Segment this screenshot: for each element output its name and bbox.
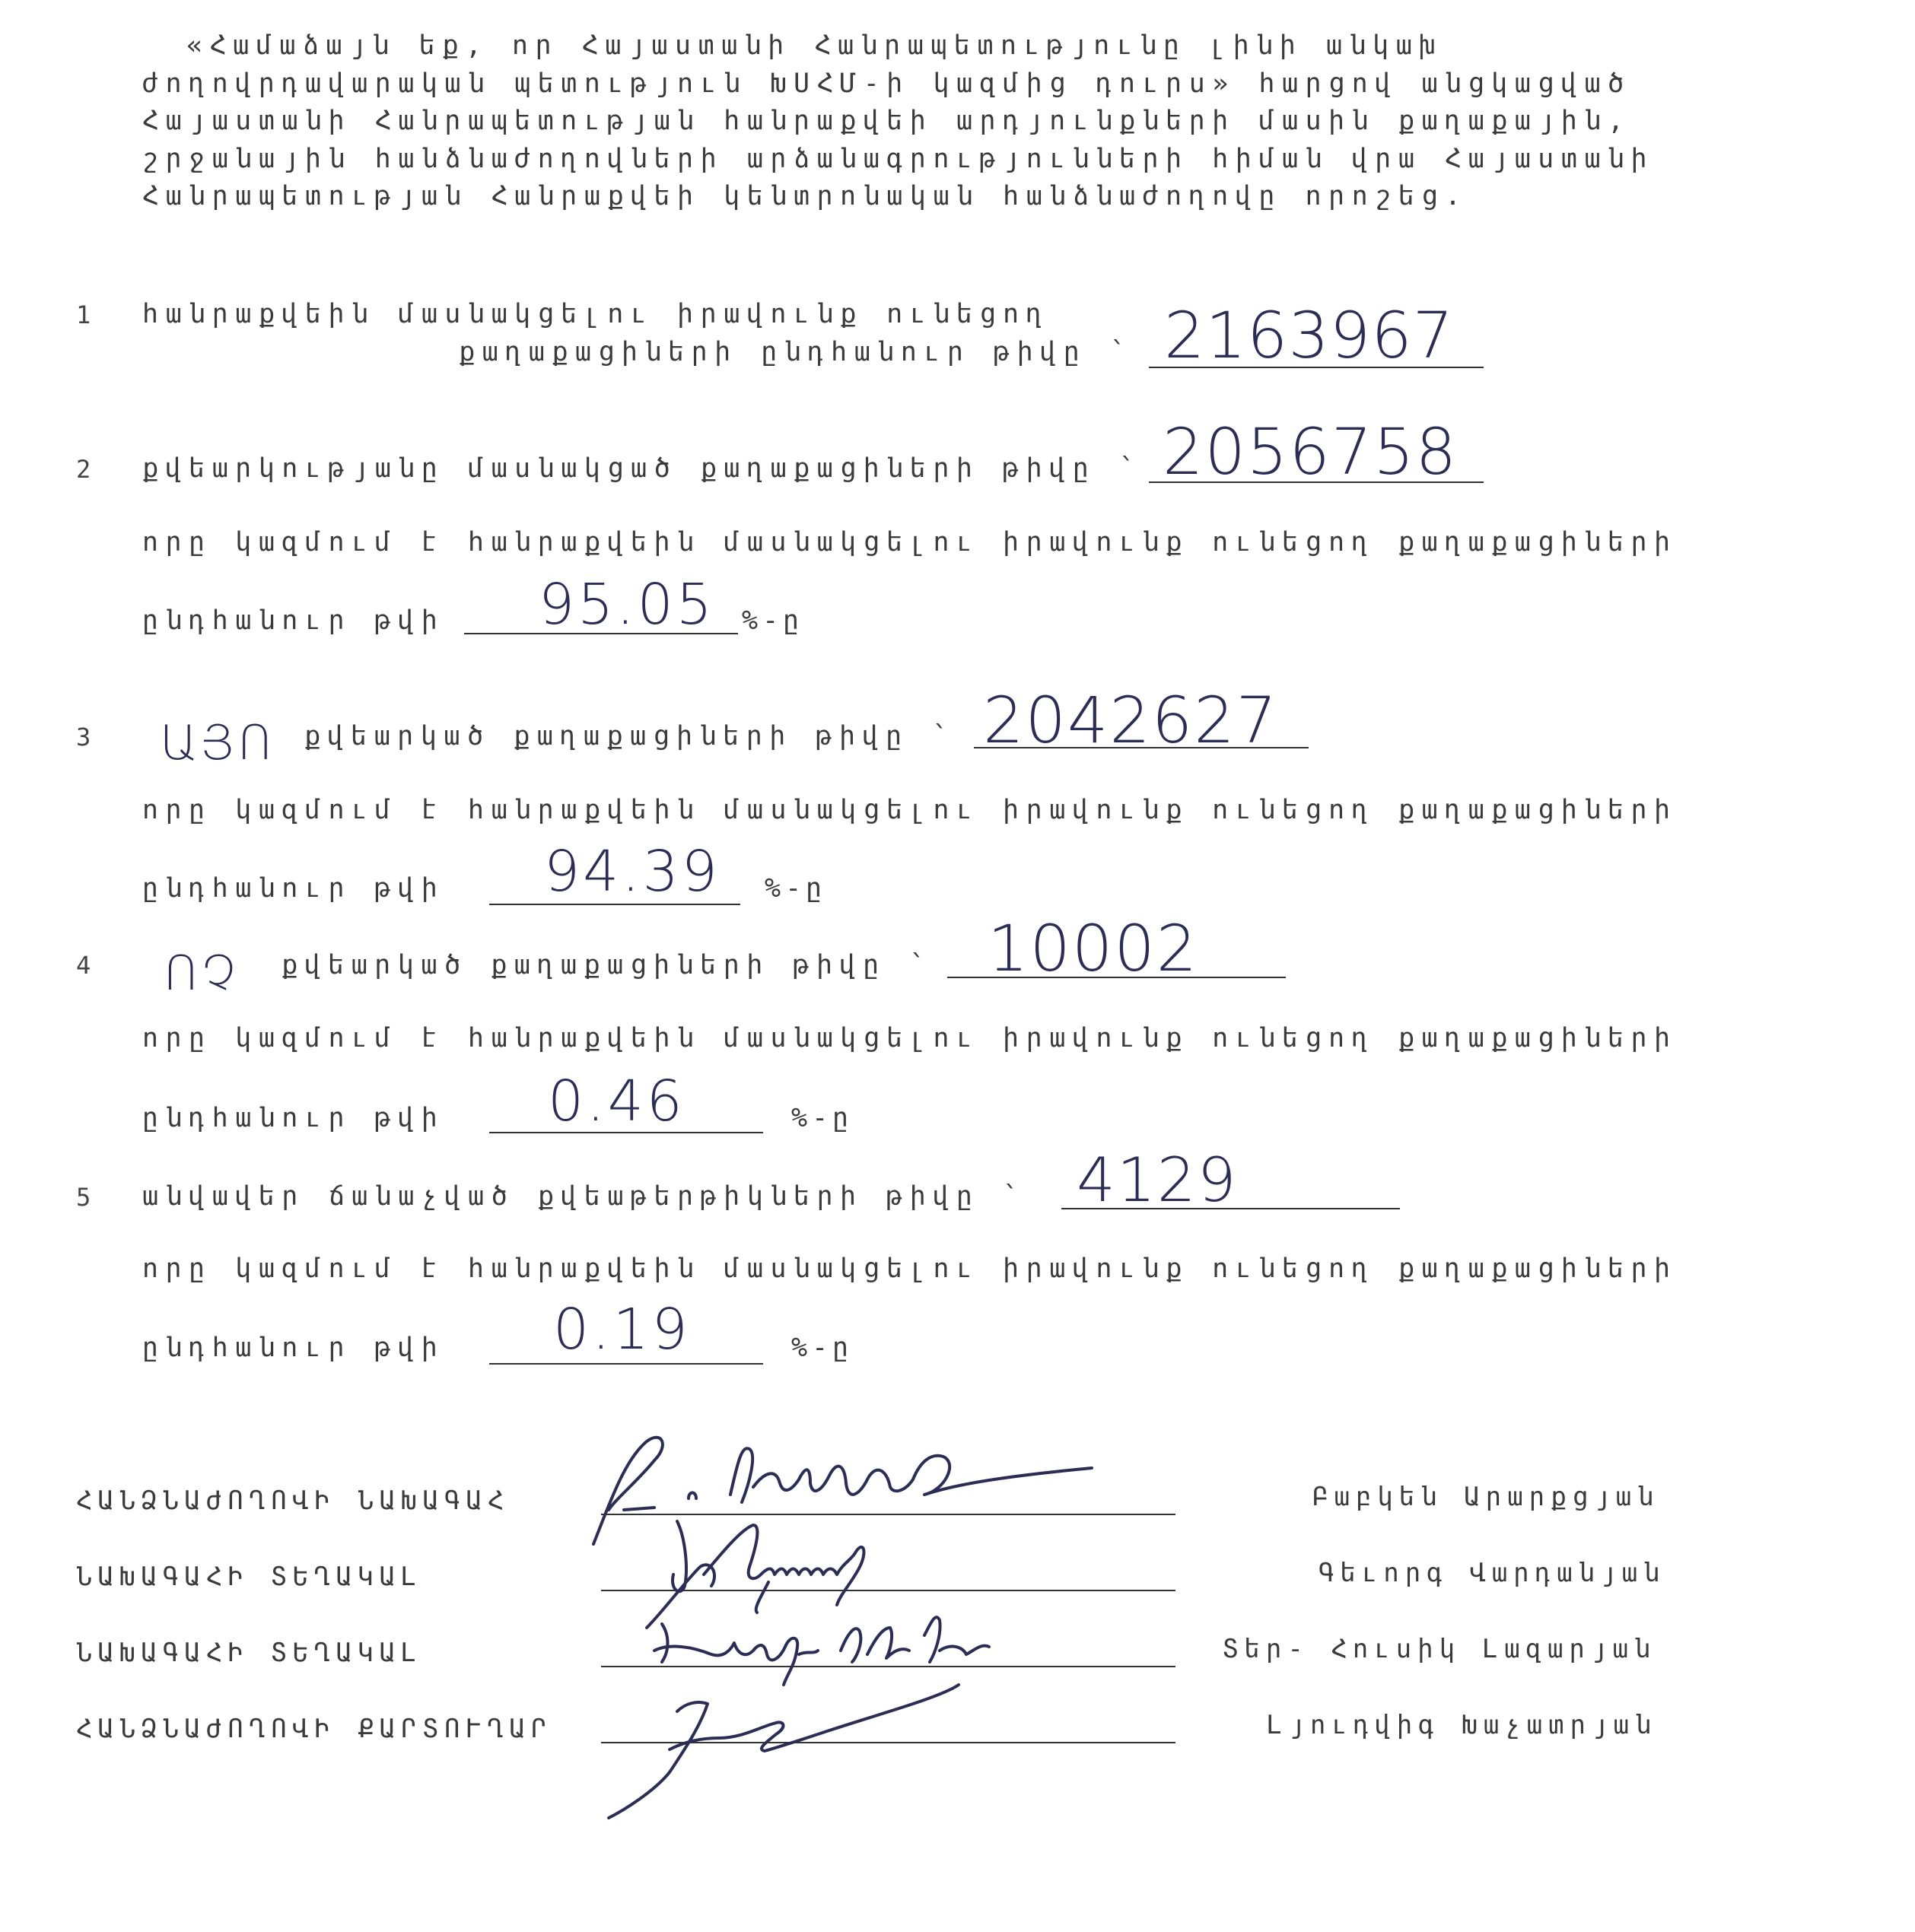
signature-3 — [654, 1617, 989, 1685]
signatory-title: ՀԱՆՁՆԱԺՈՂՈՎԻ ՔԱՐՏՈՒՂԱՐ — [76, 1714, 553, 1744]
no-mark: ՈՉ — [164, 945, 240, 1001]
signatory-name: Գեւորգ Վարդանյան — [1319, 1558, 1665, 1588]
signatory-name: Բաբկեն Արարքցյան — [1312, 1482, 1659, 1512]
signatory-name: Տեր- Հուսիկ Լազարյան — [1223, 1634, 1656, 1664]
handwritten-value: 4129 — [1077, 1145, 1238, 1215]
percent-suffix: %-ը — [791, 1103, 854, 1133]
handwritten-value: 2163967 — [1164, 298, 1455, 373]
handwritten-value: 2042627 — [983, 683, 1279, 758]
item-number: 5 — [76, 1183, 91, 1212]
percent-suffix: %-ը — [765, 873, 827, 904]
signature-2 — [647, 1521, 864, 1628]
intro-line: «Համաձայն եք, որ Հայաստանի Հանրապետությունը լինի անկախ — [186, 30, 1443, 61]
signature-1 — [593, 1438, 1092, 1544]
signatory-name: Լյուդվիգ Խաչատրյան — [1267, 1710, 1657, 1740]
item-label: քվեարկությանը մասնակցած քաղաքացիների թիվը ` — [142, 453, 1143, 484]
percent-suffix: %-ը — [742, 605, 804, 636]
share-text: որը կազմում է հանրաքվեին մասնակցելու իրավունք ունեցող քաղաքացիների — [142, 527, 1678, 558]
item-number: 4 — [76, 951, 91, 980]
item-label: անվավեր ճանաչված քվեաթերթիկների թիվը ` — [142, 1181, 1026, 1212]
intro-line: ժողովրդավարական պետություն ԽՍՀՄ-ի կազմից դուրս» հարցով անցկացված — [142, 68, 1631, 99]
signature-4 — [609, 1685, 959, 1818]
percent-suffix: %-ը — [791, 1333, 854, 1363]
share-text: որը կազմում է հանրաքվեին մասնակցելու իրավունք ունեցող քաղաքացիների — [142, 1023, 1678, 1053]
yes-mark: ԱՅՈ — [160, 715, 275, 771]
item-label: հանրաքվեին մասնակցելու իրավունք ունեցող — [142, 299, 1050, 329]
intro-line: Հանրապետության Հանրաքվեի կենտրոնական հանձնաժողովը որոշեց. — [142, 181, 1468, 211]
handwritten-value: 10002 — [988, 911, 1199, 986]
signatory-title: ՆԱԽԱԳԱՀԻ ՏԵՂԱԿԱԼ — [76, 1562, 423, 1592]
intro-line: Հայաստանի Հանրապետության հանրաքվեի արդյունքների մասին քաղաքային, — [142, 106, 1631, 136]
share-text: որը կազմում է հանրաքվեին մասնակցելու իրավունք ունեցող քաղաքացիների — [142, 1254, 1678, 1284]
item-number: 2 — [76, 455, 91, 484]
signatory-title: ՀԱՆՁՆԱԺՈՂՈՎԻ ՆԱԽԱԳԱՀ — [76, 1486, 510, 1516]
item-label: քվեարկած քաղաքացիների թիվը ` — [282, 950, 934, 980]
intro-line: շրջանային հանձնաժողովների արձանագրությունների հիման վրա Հայաստանի — [142, 143, 1655, 174]
share-prefix: ընդհանուր թվի — [142, 1103, 445, 1133]
handwritten-percent: 95.05 — [539, 572, 715, 637]
handwritten-percent: 94.39 — [544, 839, 721, 904]
item-number: 3 — [76, 723, 91, 752]
handwritten-value: 2056758 — [1163, 415, 1459, 489]
item-label: քվեարկած քաղաքացիների թիվը ` — [304, 721, 956, 752]
handwritten-percent: 0.46 — [548, 1069, 686, 1134]
signatory-title: ՆԱԽԱԳԱՀԻ ՏԵՂԱԿԱԼ — [76, 1638, 423, 1668]
handwritten-percent: 0.19 — [553, 1297, 691, 1362]
share-prefix: ընդհանուր թվի — [142, 1333, 445, 1363]
share-prefix: ընդհանուր թվի — [142, 605, 445, 636]
item-label: քաղաքացիների ընդհանուր թիվը ` — [459, 337, 1134, 367]
item-number: 1 — [76, 300, 91, 329]
share-prefix: ընդհանուր թվի — [142, 873, 445, 904]
share-text: որը կազմում է հանրաքվեին մասնակցելու իրավունք ունեցող քաղաքացիների — [142, 795, 1678, 825]
